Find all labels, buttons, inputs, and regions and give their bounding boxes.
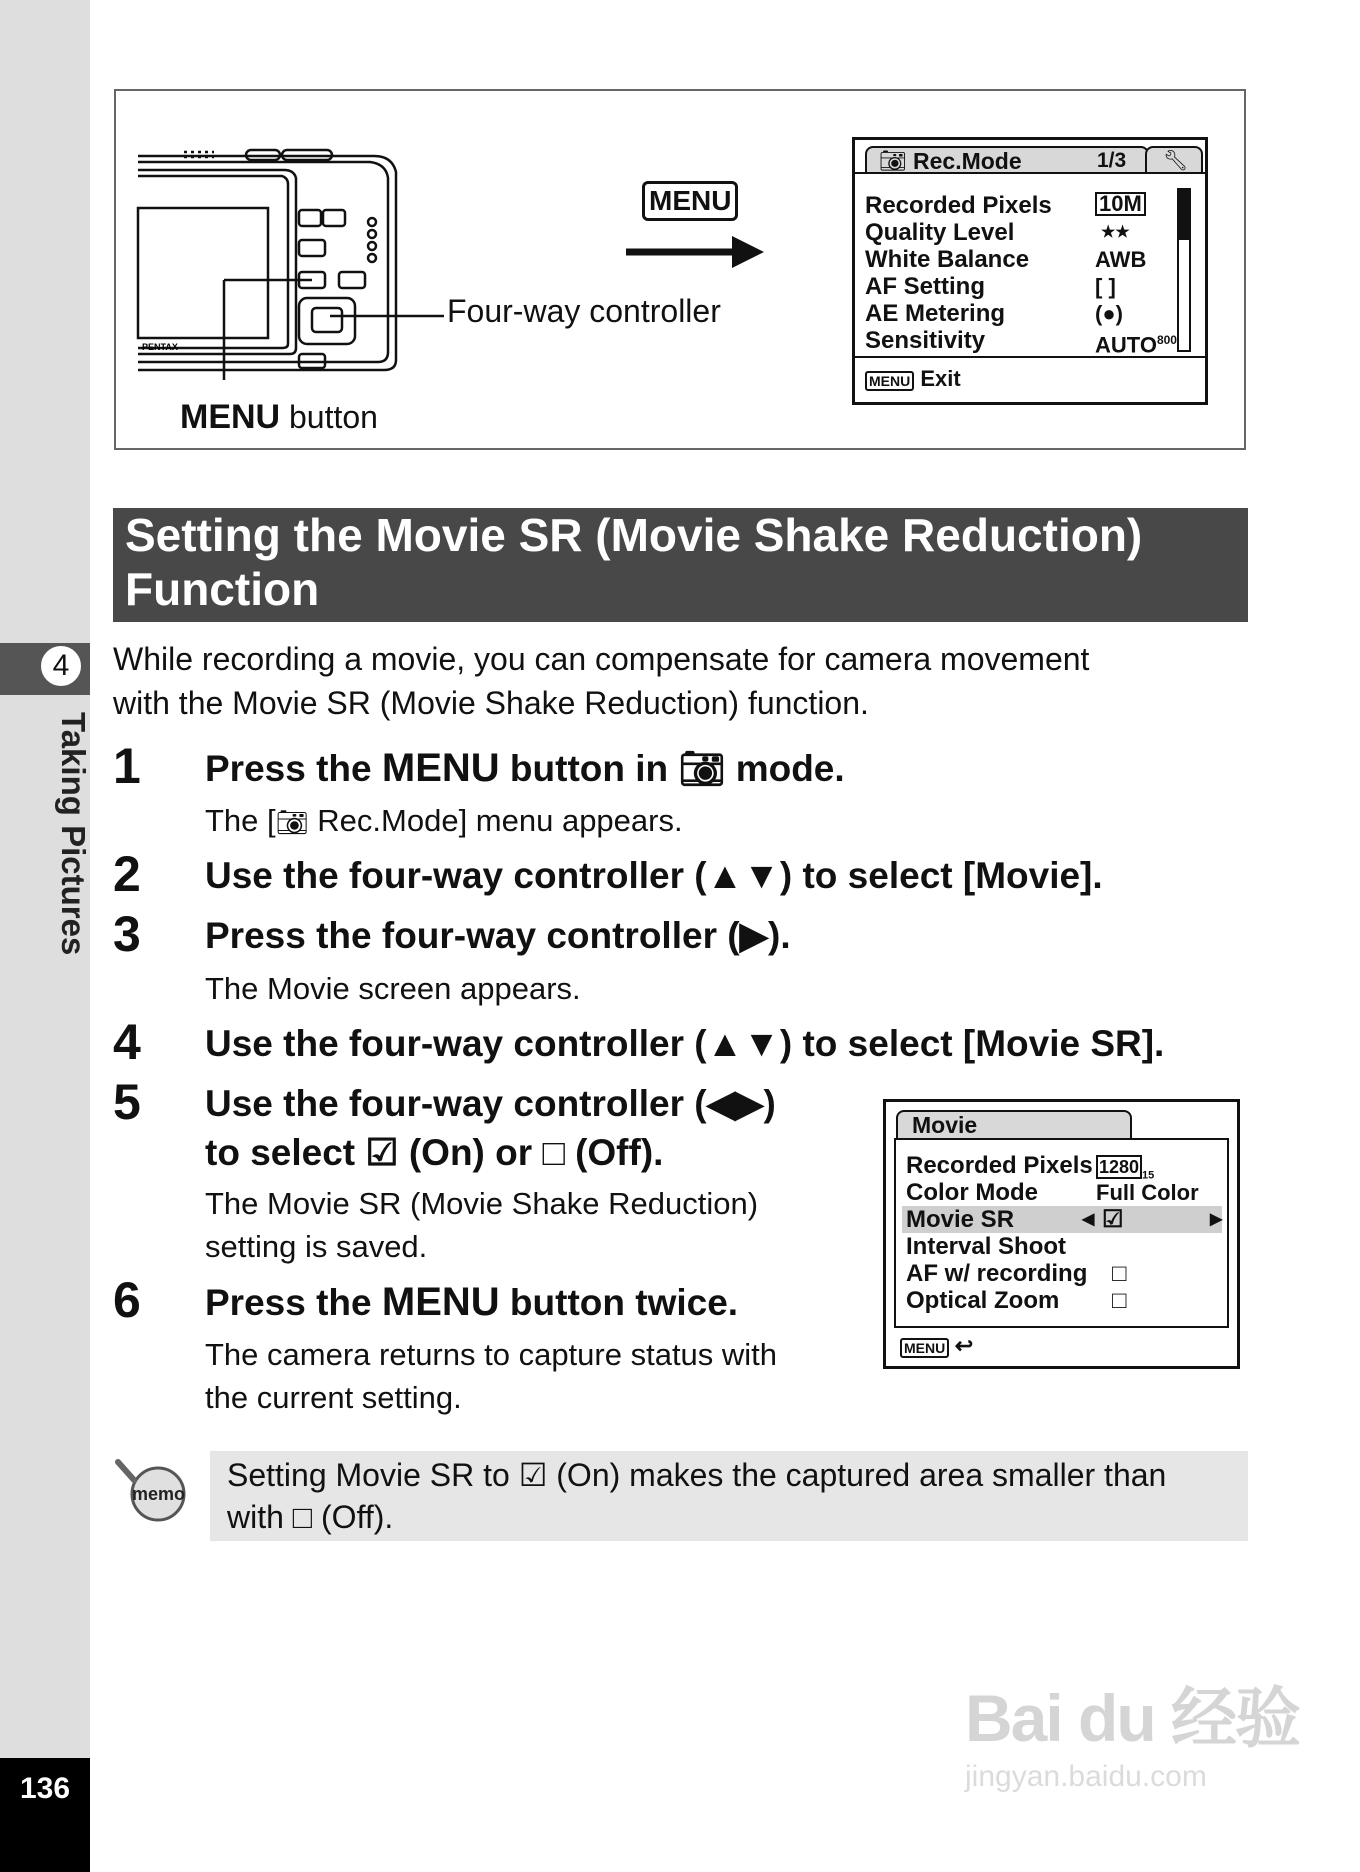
movie-row-label: AF w/ recording (906, 1260, 1088, 1287)
recmode-exit-label: Exit (920, 366, 961, 391)
section-intro (113, 637, 1089, 725)
recmode-row-value: [ ] (1095, 274, 1116, 299)
section-heading (113, 508, 1248, 622)
right-arrow-icon: ▶ (1210, 1211, 1223, 1228)
recmode-row-label: AF Setting (865, 273, 985, 300)
step-title (205, 744, 845, 793)
recmode-page-indicator: 1/3 (1097, 149, 1127, 172)
intro-line2: with the Movie SR (Movie Shake Reduction) function. (113, 685, 869, 721)
movie-row-label: Interval Shoot (906, 1233, 1067, 1260)
recmode-scrollbar (1177, 188, 1191, 352)
memo-text (227, 1454, 1237, 1538)
step-number: 6 (113, 1272, 141, 1328)
movie-footer (900, 1334, 973, 1360)
recmode-row-value: (●) (1095, 301, 1123, 326)
memo-icon (114, 1458, 190, 1524)
sensitivity-sup: 800 (1156, 333, 1177, 347)
checkbox-checked-icon: ☑ (365, 1132, 399, 1173)
step-body-text: The Movie SR (Movie Shake Reduction) (205, 1186, 759, 1221)
menu-key: MENU (642, 181, 738, 221)
movie-lcd-screen (883, 1099, 1240, 1369)
step-title (205, 1129, 663, 1177)
camera-brand-text: PENTAX (142, 342, 178, 352)
step-number: 2 (113, 846, 141, 902)
baidu-watermark (965, 1665, 1300, 1825)
step-body-text: Rec.Mode] menu appears. (308, 803, 683, 838)
recmode-row-label: Recorded Pixels (865, 192, 1052, 219)
movie-tab-title: Movie (912, 1112, 978, 1138)
step-body (205, 1333, 777, 1419)
left-arrow-icon: ◀ (1082, 1211, 1095, 1228)
step-number: 1 (113, 738, 141, 794)
camera-icon: 📷︎ (678, 748, 726, 789)
camera-back-illustration (134, 148, 404, 380)
recmode-row-value: AWB (1095, 247, 1147, 272)
step-body: The Movie screen appears. (205, 971, 581, 1006)
step-title-text: to select (205, 1132, 356, 1173)
step-body-text: setting is saved. (205, 1229, 428, 1264)
recmode-footer (865, 366, 961, 394)
setup-tab (1145, 146, 1203, 174)
page-number: 136 (19, 1772, 71, 1805)
movie-row-value: □ (1112, 1287, 1127, 1314)
step-body-text: the current setting. (205, 1380, 462, 1415)
movie-row-label: Recorded Pixels (906, 1152, 1093, 1179)
step-title: Use the four-way controller (▲▼) to select [Movie]. (205, 855, 1103, 896)
controller-leader-line (404, 314, 444, 318)
intro-line1: While recording a movie, you can compensate for camera movement (113, 641, 1090, 677)
movie-tab (896, 1110, 1132, 1138)
pixels-sub: 15 (1142, 1169, 1155, 1182)
step-number: 3 (113, 906, 141, 962)
chapter-title: Taking Pictures (55, 712, 92, 956)
watermark-url: jingyan.baidu.com (965, 1760, 1207, 1793)
step-title-text: Press the (205, 748, 382, 789)
sensitivity-value: AUTO (1095, 332, 1157, 358)
recmode-row-label: AE Metering (865, 300, 1006, 327)
step-title-text: mode. (735, 748, 845, 789)
recmode-row-label: White Balance (865, 246, 1030, 273)
recmode-tab-title: Rec.Mode (913, 148, 1022, 174)
back-arrow-icon: ↩ (954, 1333, 974, 1358)
movie-menu-panel (894, 1138, 1229, 1328)
step-title-text: button in (499, 748, 669, 789)
recmode-row-label: Quality Level (865, 219, 1015, 246)
step-title (205, 1278, 738, 1327)
step-number: 5 (113, 1074, 141, 1130)
menu-key-text: MENU (381, 1280, 500, 1324)
menu-key-small: MENU (865, 371, 914, 391)
step-body (205, 799, 683, 844)
movie-row-label: Optical Zoom (906, 1287, 1060, 1314)
right-arrow-icon (626, 234, 766, 270)
watermark-brand: Bai du 经验 (965, 1681, 1300, 1755)
step-body-text: The camera returns to capture status with (205, 1337, 778, 1372)
memo-text-part: (On) makes the captured area smaller than (556, 1457, 1167, 1493)
camera-icon: 📷︎ (275, 807, 309, 837)
movie-row-label: Movie SR (906, 1206, 1015, 1233)
chapter-number-badge: 4 (38, 643, 84, 689)
step-title-text: button twice. (499, 1282, 739, 1323)
section-heading-line1: Setting the Movie SR (Movie Shake Reduction) (125, 509, 1143, 561)
section-heading-line2: Function (125, 563, 320, 615)
movie-row-value: Full Color (1096, 1180, 1199, 1205)
menu-button-key: MENU (180, 398, 281, 436)
memo-text-part: Setting Movie SR to (227, 1457, 510, 1493)
step-body (205, 1182, 758, 1268)
recmode-row-value: 10M (1095, 192, 1146, 216)
recmode-row-value: ★★ (1101, 224, 1130, 241)
memo-text-part: with □ (Off). (227, 1499, 394, 1535)
menu-button-label: button (289, 399, 378, 435)
recmode-row-value (1095, 327, 1177, 358)
pixels-value: 1280 (1096, 1155, 1142, 1179)
step-body-text: The [ (205, 803, 276, 838)
movie-row-value: □ (1112, 1260, 1127, 1287)
checkbox-checked-icon: ☑ (518, 1457, 548, 1493)
recmode-lcd-screen (852, 137, 1208, 405)
step-title: Use the four-way controller (▲▼) to select [Movie SR]. (205, 1023, 1165, 1064)
camera-icon: 📷︎ (879, 148, 907, 173)
wrench-icon: 🔧︎ (1163, 150, 1189, 172)
step-number: 4 (113, 1014, 141, 1070)
step-title: Press the four-way controller (▶). (205, 915, 791, 956)
memo-icon-label: memo (132, 1484, 186, 1504)
movie-row-label: Color Mode (906, 1179, 1038, 1206)
menu-key-text: MENU (381, 746, 500, 790)
recmode-row-label: Sensitivity (865, 327, 986, 354)
movie-row-value: ☑ (1102, 1206, 1124, 1233)
step-title-text: (On) or □ (Off). (408, 1132, 664, 1173)
step-title: Use the four-way controller (◀▶) (205, 1083, 776, 1124)
four-way-controller-label: Four-way controller (447, 293, 721, 329)
menu-key-small: MENU (900, 1338, 949, 1358)
menu-key-graphic (642, 181, 738, 221)
step-title-text: Press the (205, 1282, 382, 1323)
menu-button-callout (180, 398, 378, 437)
recmode-tab (865, 146, 1149, 174)
